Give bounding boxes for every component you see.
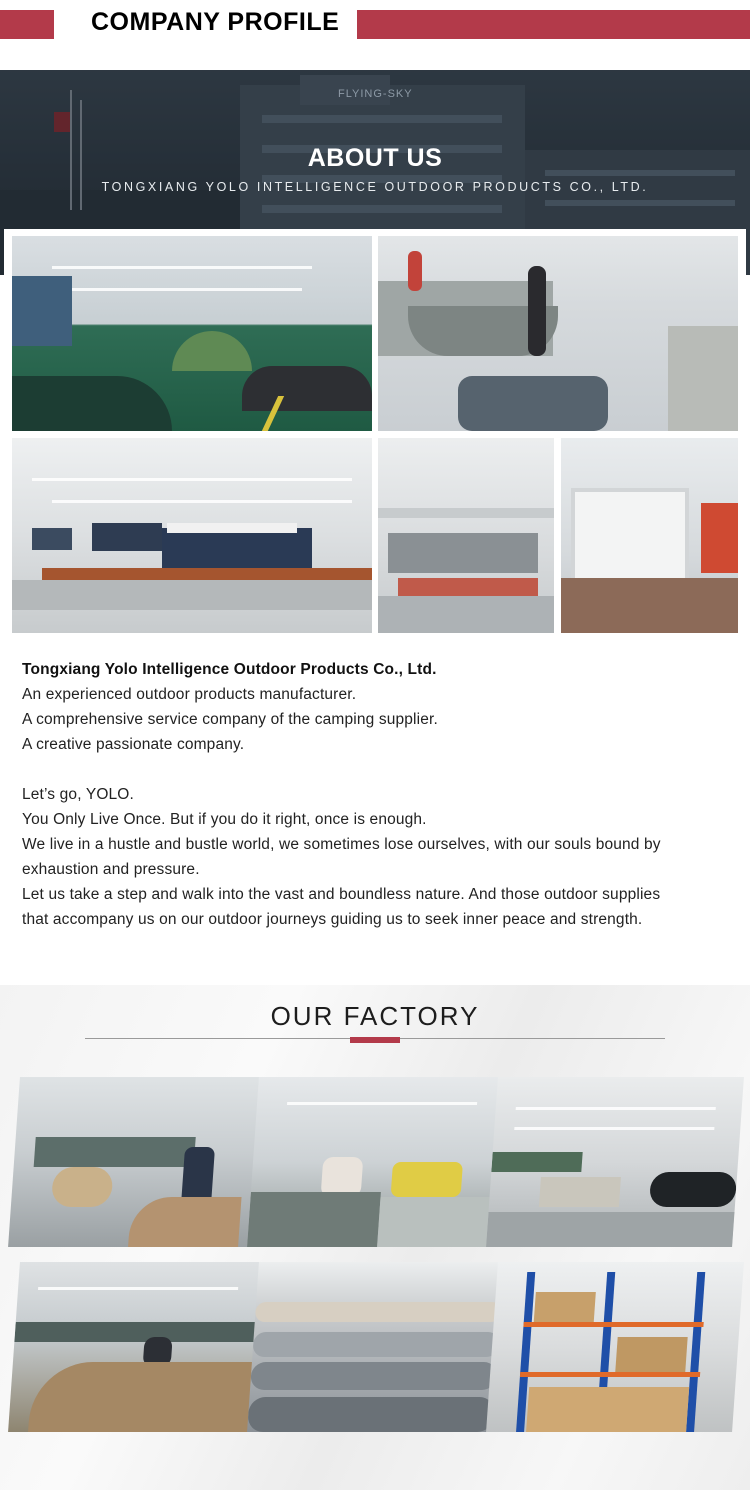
factory-title: OUR FACTORY xyxy=(270,1001,480,1031)
building-sign: FLYING-SKY xyxy=(338,88,413,100)
about-title: ABOUT US xyxy=(307,144,443,172)
factory-photo-warehouse xyxy=(486,1262,744,1432)
factory-photo-production-lines xyxy=(486,1077,744,1247)
intro-line: A creative passionate company. xyxy=(22,736,245,753)
page-title: COMPANY PROFILE xyxy=(91,8,340,36)
workshop-photo-press-machine xyxy=(561,438,738,633)
workshop-photo-cutting-machines xyxy=(12,438,372,633)
header-accent-bar-right xyxy=(357,10,750,39)
workshop-photo-cutting-tables xyxy=(378,236,738,431)
header-accent-bar-left xyxy=(0,10,54,39)
factory-photo-fabric-workstation xyxy=(247,1077,505,1247)
story-line: Let us take a step and walk into the vast and boundless nature. And those outdoor supplies xyxy=(22,886,661,903)
intro-line: An experienced outdoor products manufacturer. xyxy=(22,686,357,703)
intro-line: A comprehensive service company of the camping supplier. xyxy=(22,711,438,728)
story-line: We live in a hustle and bustle world, we sometimes lose ourselves, with our souls bound by xyxy=(22,836,661,853)
workshop-photo-tent-assembly xyxy=(12,236,372,431)
factory-photo-rolled-mats xyxy=(247,1262,505,1432)
story-line: Let’s go, YOLO. xyxy=(22,786,134,803)
workshop-photo-gantry-cutter xyxy=(378,438,554,633)
story-line: that accompany us on our outdoor journeys guiding us to seek inner peace and strength. xyxy=(22,911,643,928)
factory-photo-canvas-sewing xyxy=(8,1262,266,1432)
story-line: You Only Live Once. But if you do it right, once is enough. xyxy=(22,811,427,828)
story-line: exhaustion and pressure. xyxy=(22,861,200,878)
about-subtitle: TONGXIANG YOLO INTELLIGENCE OUTDOOR PRODUCTS CO., LTD. xyxy=(101,180,649,194)
company-name: Tongxiang Yolo Intelligence Outdoor Products Co., Ltd. xyxy=(22,661,437,678)
factory-photo-sewing-floor xyxy=(8,1077,266,1247)
factory-title-accent xyxy=(350,1037,400,1043)
